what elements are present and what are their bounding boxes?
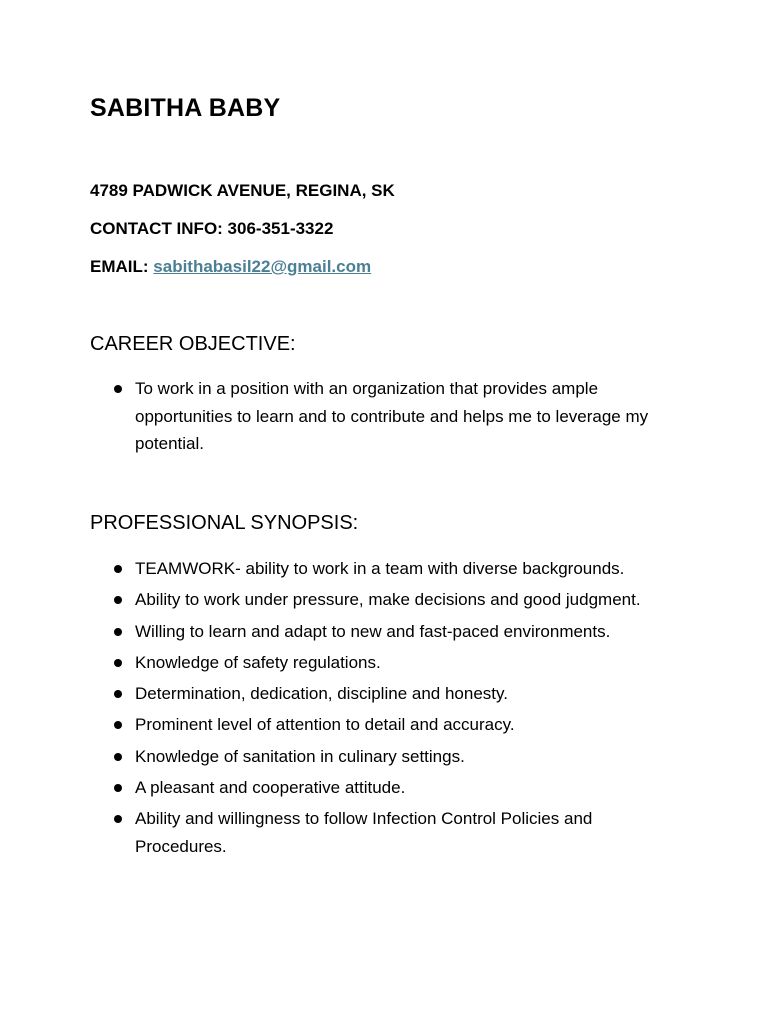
list-item-text: Knowledge of sanitation in culinary settings. xyxy=(135,746,465,766)
bullet-icon xyxy=(114,596,122,604)
list-item xyxy=(90,618,680,646)
email-line xyxy=(90,257,371,277)
list-item-text: Ability and willingness to follow Infection Control Policies and Procedures. xyxy=(135,809,593,856)
email-link[interactable]: sabithabasil22@gmail.com xyxy=(153,257,372,276)
professional-synopsis-list xyxy=(90,555,680,864)
bullet-icon xyxy=(114,690,122,698)
list-item-text: A pleasant and cooperative attitude. xyxy=(135,778,406,798)
bullet-icon xyxy=(114,628,122,636)
list-item xyxy=(90,680,680,708)
list-item-text: Determination, dedication, discipline and honesty. xyxy=(135,684,508,704)
list-item xyxy=(90,774,680,802)
contact-info-line: CONTACT INFO: 306-351-3322 xyxy=(90,219,334,238)
list-item xyxy=(90,805,680,860)
professional-synopsis-heading: PROFESSIONAL SYNOPSIS: xyxy=(90,512,359,534)
list-item-text: To work in a position with an organization that provides ample opportunities to learn and to contribute and helps me to leverage my potential. xyxy=(135,379,649,453)
list-item xyxy=(90,375,680,458)
bullet-icon xyxy=(114,815,122,823)
list-item xyxy=(90,711,680,739)
list-item-text: Prominent level of attention to detail and accuracy. xyxy=(135,715,515,735)
list-item xyxy=(90,649,680,677)
bullet-icon xyxy=(114,565,122,573)
address-line: 4789 PADWICK AVENUE, REGINA, SK xyxy=(90,181,395,200)
list-item xyxy=(90,586,680,614)
bullet-icon xyxy=(114,784,122,792)
list-item xyxy=(90,743,680,771)
list-item-text: TEAMWORK- ability to work in a team with diverse backgrounds. xyxy=(135,559,625,578)
list-item-text: Willing to learn and adapt to new and fast-paced environments. xyxy=(135,621,611,641)
career-objective-list xyxy=(90,375,680,458)
list-item xyxy=(90,555,680,583)
list-item-text: Ability to work under pressure, make decisions and good judgment. xyxy=(135,590,641,610)
bullet-icon xyxy=(114,659,122,667)
career-objective-heading: CAREER OBJECTIVE: xyxy=(90,333,296,355)
bullet-icon xyxy=(114,385,122,393)
bullet-icon xyxy=(114,721,122,729)
email-label: EMAIL: xyxy=(90,257,149,276)
list-item-text: Knowledge of safety regulations. xyxy=(135,652,381,672)
applicant-name: SABITHA BABY xyxy=(90,94,281,122)
bullet-icon xyxy=(114,753,122,761)
